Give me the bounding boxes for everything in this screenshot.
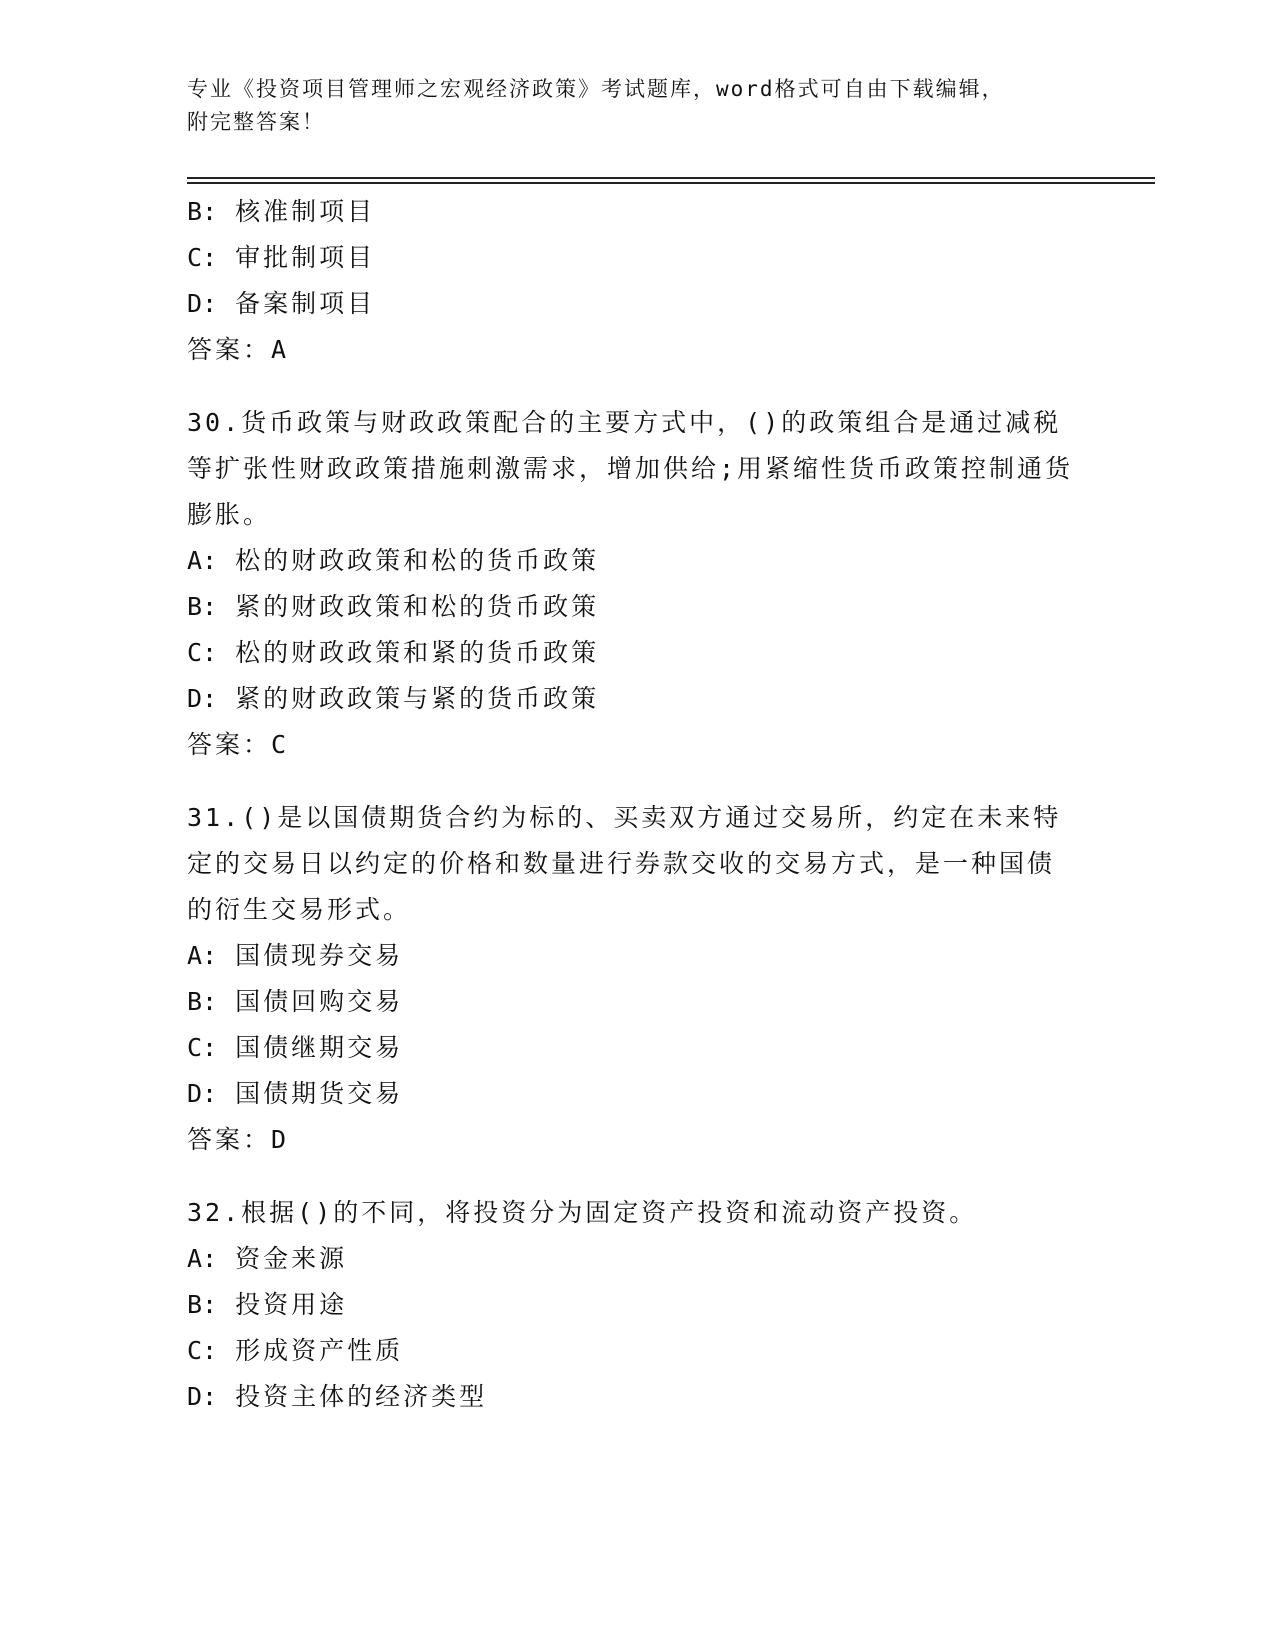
option-b: B: 投资用途 xyxy=(187,1290,348,1319)
question-29-partial xyxy=(187,189,1087,373)
option-a: A: 松的财政政策和松的货币政策 xyxy=(187,546,600,575)
option-b: B: 国债回购交易 xyxy=(187,987,404,1016)
question-stem: 30.货币政策与财政政策配合的主要方式中，()的政策组合是通过减税等扩张性财政政策措施刺激需求，增加供给;用紧缩性货币政策控制通货膨胀。 xyxy=(187,408,1074,529)
option-c: C: 审批制项目 xyxy=(187,243,376,272)
option-d: D: 备案制项目 xyxy=(187,289,376,318)
question-list xyxy=(187,189,1087,1420)
answer-line: 答案：C xyxy=(187,730,290,759)
question-32 xyxy=(187,1190,1087,1420)
option-c: C: 国债继期交易 xyxy=(187,1033,404,1062)
header-divider-top xyxy=(187,177,1155,179)
question-30 xyxy=(187,400,1087,768)
option-d: D: 紧的财政政策与紧的货币政策 xyxy=(187,684,600,713)
question-31 xyxy=(187,795,1087,1163)
option-b: B: 核准制项目 xyxy=(187,197,376,226)
option-c: C: 松的财政政策和紧的货币政策 xyxy=(187,638,600,667)
option-a: A: 资金来源 xyxy=(187,1244,348,1273)
option-c: C: 形成资产性质 xyxy=(187,1336,404,1365)
header-divider-bottom xyxy=(187,182,1155,184)
answer-line: 答案：D xyxy=(187,1125,290,1154)
document-header xyxy=(187,73,1087,139)
answer-line: 答案：A xyxy=(187,335,290,364)
question-stem: 31.()是以国债期货合约为标的、买卖双方通过交易所，约定在未来特定的交易日以约定的价格和数量进行券款交收的交易方式，是一种国债的衍生交易形式。 xyxy=(187,803,1062,924)
option-b: B: 紧的财政政策和松的货币政策 xyxy=(187,592,600,621)
option-a: A: 国债现券交易 xyxy=(187,941,404,970)
header-line-1: 专业《投资项目管理师之宏观经济政策》考试题库，word格式可自由下载编辑， xyxy=(187,77,1005,101)
question-stem: 32.根据()的不同，将投资分为固定资产投资和流动资产投资。 xyxy=(187,1198,978,1227)
option-d: D: 投资主体的经济类型 xyxy=(187,1382,488,1411)
header-line-2: 附完整答案！ xyxy=(187,110,325,134)
option-d: D: 国债期货交易 xyxy=(187,1079,404,1108)
